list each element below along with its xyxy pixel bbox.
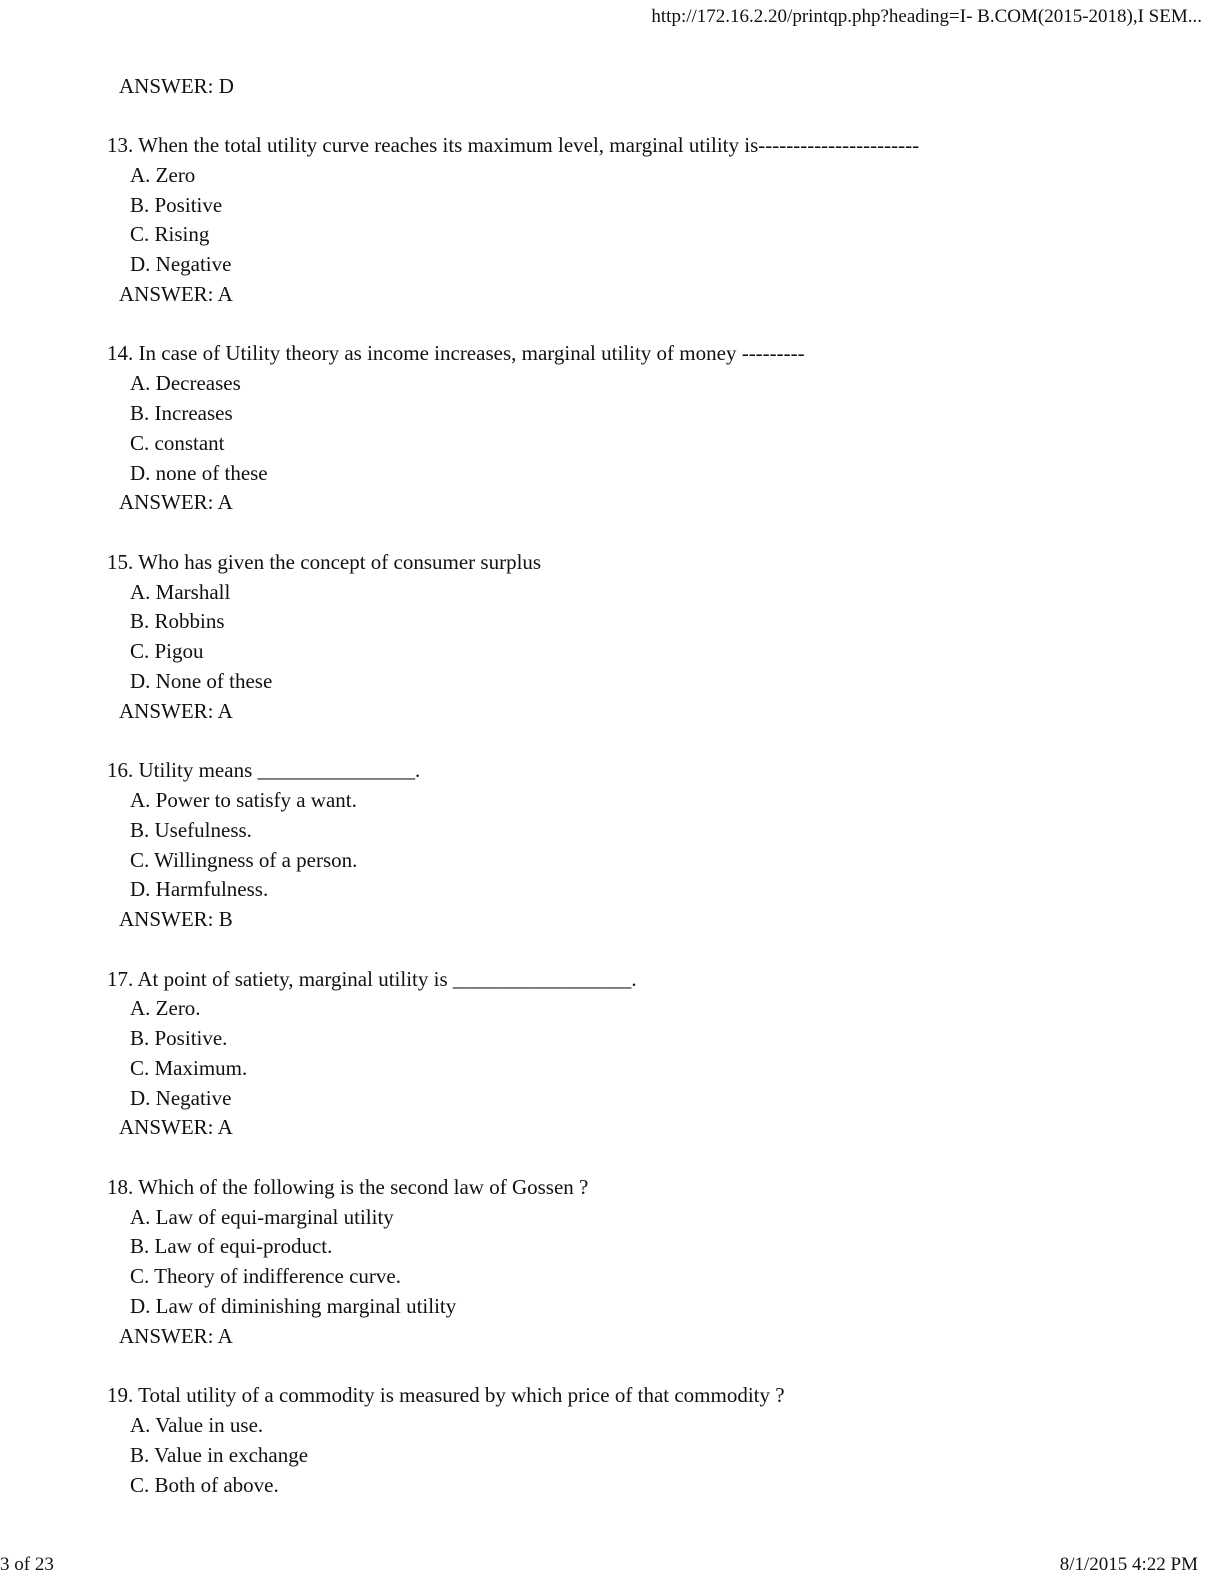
option-b: B. Robbins [130, 609, 225, 634]
option-d: D. Negative [130, 1085, 232, 1110]
option-c: C. Pigou [130, 639, 204, 664]
print-header-url: http://172.16.2.20/printqp.php?heading=I- B.COM(2015-2018),I SEM... [651, 6, 1202, 27]
question-16 [107, 756, 1187, 935]
question-text: 17. At point of satiety, marginal utility is _________________. [107, 966, 637, 991]
answer: ANSWER: B [119, 907, 233, 932]
option-c: C. Willingness of a person. [130, 847, 358, 872]
option-b: B. Value in exchange [130, 1442, 309, 1467]
question-text: 13. When the total utility curve reaches its maximum level, marginal utility is----------------------- [107, 133, 920, 157]
answer: ANSWER: A [119, 1323, 233, 1348]
option-a: A. Value in use. [130, 1413, 264, 1438]
option-c: C. Maximum. [130, 1055, 248, 1080]
option-d: D. None of these [130, 668, 273, 693]
question-text: 18. Which of the following is the second law of Gossen ? [107, 1174, 589, 1199]
option-a: A. Law of equi-marginal utility [130, 1204, 394, 1229]
option-b: B. Increases [130, 400, 233, 425]
option-a: A. Marshall [130, 579, 231, 604]
question-text: 15. Who has given the concept of consumer surplus [107, 549, 542, 574]
option-a: A. Zero [130, 162, 196, 187]
option-c: C. constant [130, 430, 225, 455]
option-a: A. Power to satisfy a want. [130, 787, 357, 812]
question-17 [107, 965, 1187, 1144]
option-c: C. Theory of indifference curve. [130, 1264, 401, 1289]
print-datetime: 8/1/2015 4:22 PM [1059, 1554, 1198, 1576]
option-b: B. Positive [130, 192, 223, 217]
option-c: C. Both of above. [130, 1472, 279, 1497]
option-b: B. Usefulness. [130, 817, 252, 842]
option-a: A. Zero. [130, 996, 201, 1021]
question-text: 14. In case of Utility theory as income increases, marginal utility of money --------- [107, 341, 805, 366]
option-d: D. Law of diminishing marginal utility [130, 1294, 457, 1319]
question-14 [107, 339, 1187, 518]
option-b: B. Law of equi-product. [130, 1234, 333, 1259]
option-c: C. Rising [130, 222, 210, 247]
option-d: D. Harmfulness. [130, 877, 269, 902]
question-text: 19. Total utility of a commodity is measured by which price of that commodity ? [107, 1383, 785, 1408]
answer: ANSWER: A [119, 1115, 233, 1140]
question-list [107, 131, 1187, 1530]
option-b: B. Positive. [130, 1026, 228, 1051]
answer: ANSWER: A [119, 698, 233, 723]
answer: ANSWER: A [119, 490, 233, 515]
option-d: D. none of these [130, 460, 268, 485]
question-text: 16. Utility means _______________. [107, 758, 421, 783]
option-a: A. Decreases [130, 371, 241, 396]
answer: ANSWER: A [119, 281, 233, 306]
question-18 [107, 1173, 1187, 1352]
option-d: D. Negative [130, 252, 232, 277]
previous-answer: ANSWER: D [119, 74, 234, 98]
question-19 [107, 1381, 1187, 1500]
question-13 [107, 131, 1187, 310]
question-15 [107, 548, 1187, 727]
page-counter: 3 of 23 [0, 1554, 54, 1576]
